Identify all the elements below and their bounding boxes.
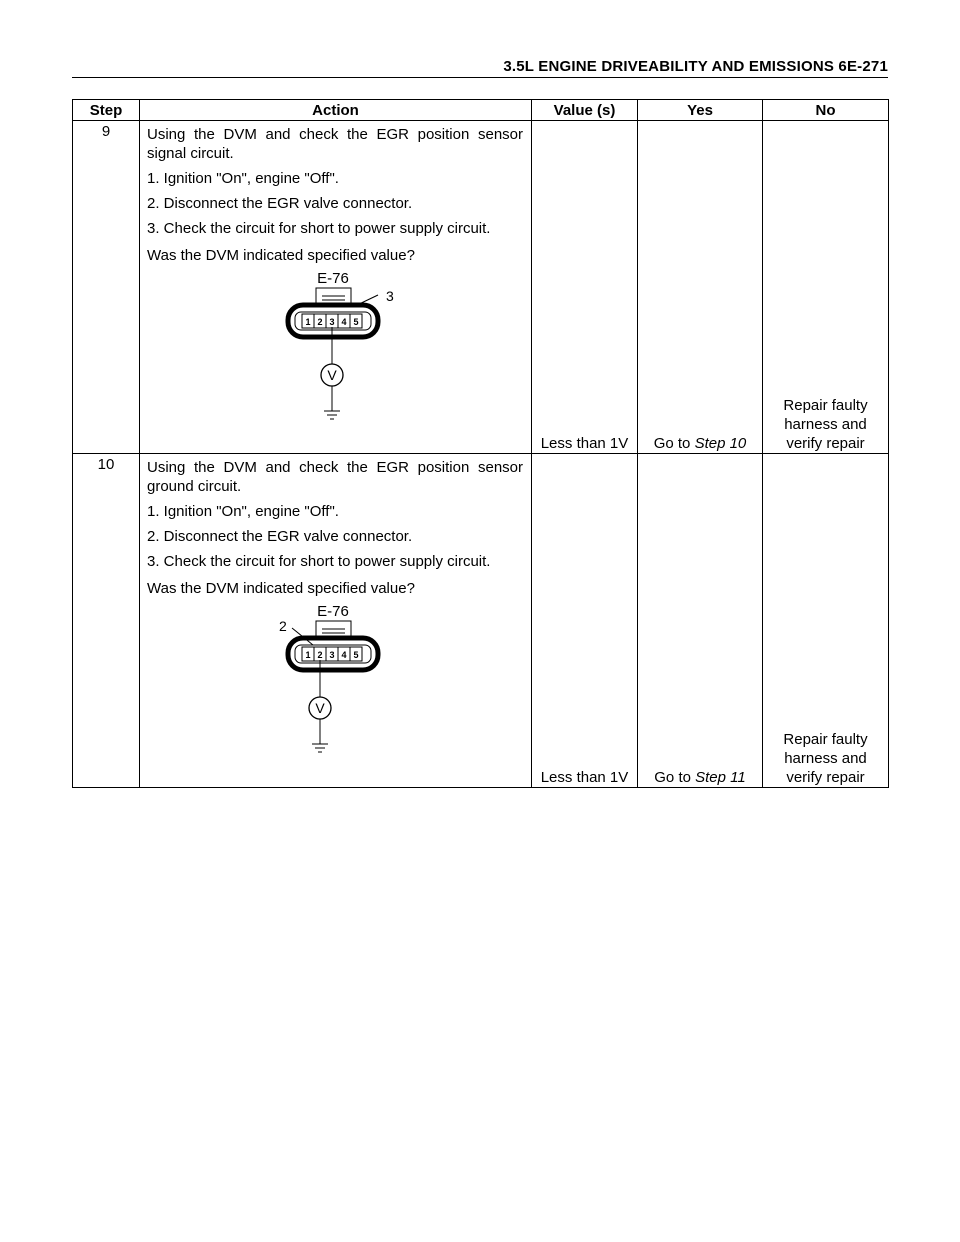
connector-label: E-76 <box>317 603 349 620</box>
pin-label: 3 <box>329 650 335 660</box>
pin-label: 4 <box>341 317 347 327</box>
pin-label: 5 <box>353 650 359 660</box>
pin-label: 1 <box>305 650 311 660</box>
yes-text: Go to <box>654 769 696 786</box>
connector-pins <box>302 314 362 328</box>
action-intro: Using the DVM and check the EGR position sensor ground circuit. <box>147 459 523 495</box>
value-cell: Less than 1V <box>532 454 638 788</box>
action-step-item: 2. Disconnect the EGR valve connector. <box>147 528 413 545</box>
connector-diagram <box>277 265 417 423</box>
column-header-action: Action <box>140 100 532 121</box>
table-row <box>73 121 889 454</box>
no-cell <box>763 454 889 788</box>
pin-label: 2 <box>317 650 323 660</box>
action-step-item: 2. Disconnect the EGR valve connector. <box>147 195 413 212</box>
step-number: 10 <box>73 454 140 788</box>
column-header-yes: Yes <box>638 100 763 121</box>
step-reference: Step 11 <box>695 769 746 786</box>
pin-label: 4 <box>341 650 347 660</box>
column-header-value: Value (s) <box>532 100 638 121</box>
pin-label: 1 <box>305 317 311 327</box>
connector-diagram <box>277 598 417 756</box>
no-text-line: harness and <box>784 750 867 767</box>
yes-cell <box>638 121 763 454</box>
pin-label: 2 <box>317 317 323 327</box>
voltmeter-label: V <box>315 700 325 716</box>
action-step-item: 3. Check the circuit for short to power supply circuit. <box>147 220 491 237</box>
pin-label: 5 <box>353 317 359 327</box>
no-text-line: verify repair <box>786 769 865 786</box>
no-text-line: harness and <box>784 416 867 433</box>
column-header-step: Step <box>73 100 140 121</box>
action-question: Was the DVM indicated specified value? <box>147 580 415 597</box>
column-header-no: No <box>763 100 889 121</box>
no-text-line: Repair faulty <box>783 731 868 748</box>
diagnostic-table <box>72 99 889 788</box>
action-step-item: 3. Check the circuit for short to power supply circuit. <box>147 553 491 570</box>
header-rule <box>72 77 888 78</box>
no-cell <box>763 121 889 454</box>
table-header-row <box>73 100 889 121</box>
no-text-line: Repair faulty <box>783 397 868 414</box>
action-step-item: 1. Ignition "On", engine "Off". <box>147 170 339 187</box>
yes-text: Go to <box>653 435 695 452</box>
connector-label: E-76 <box>317 270 349 287</box>
ground-icon <box>312 744 328 752</box>
step-reference: Step 10 <box>694 435 747 452</box>
pin-callout-number: 3 <box>386 288 394 304</box>
connector-pins <box>302 647 362 661</box>
voltmeter-label: V <box>327 367 337 383</box>
pin-callout-number: 2 <box>279 618 287 634</box>
no-text-line: verify repair <box>786 435 865 452</box>
action-cell <box>140 454 532 788</box>
table-row <box>73 454 889 788</box>
yes-cell <box>638 454 763 788</box>
page-header: 3.5L ENGINE DRIVEABILITY AND EMISSIONS 6E-271 <box>503 58 888 75</box>
step-number: 9 <box>73 121 140 454</box>
value-cell: Less than 1V <box>532 121 638 454</box>
action-cell <box>140 121 532 454</box>
pin-label: 3 <box>329 317 335 327</box>
action-question: Was the DVM indicated specified value? <box>147 247 415 264</box>
action-intro: Using the DVM and check the EGR position sensor signal circuit. <box>147 126 523 162</box>
action-step-item: 1. Ignition "On", engine "Off". <box>147 503 339 520</box>
ground-icon <box>324 411 340 419</box>
